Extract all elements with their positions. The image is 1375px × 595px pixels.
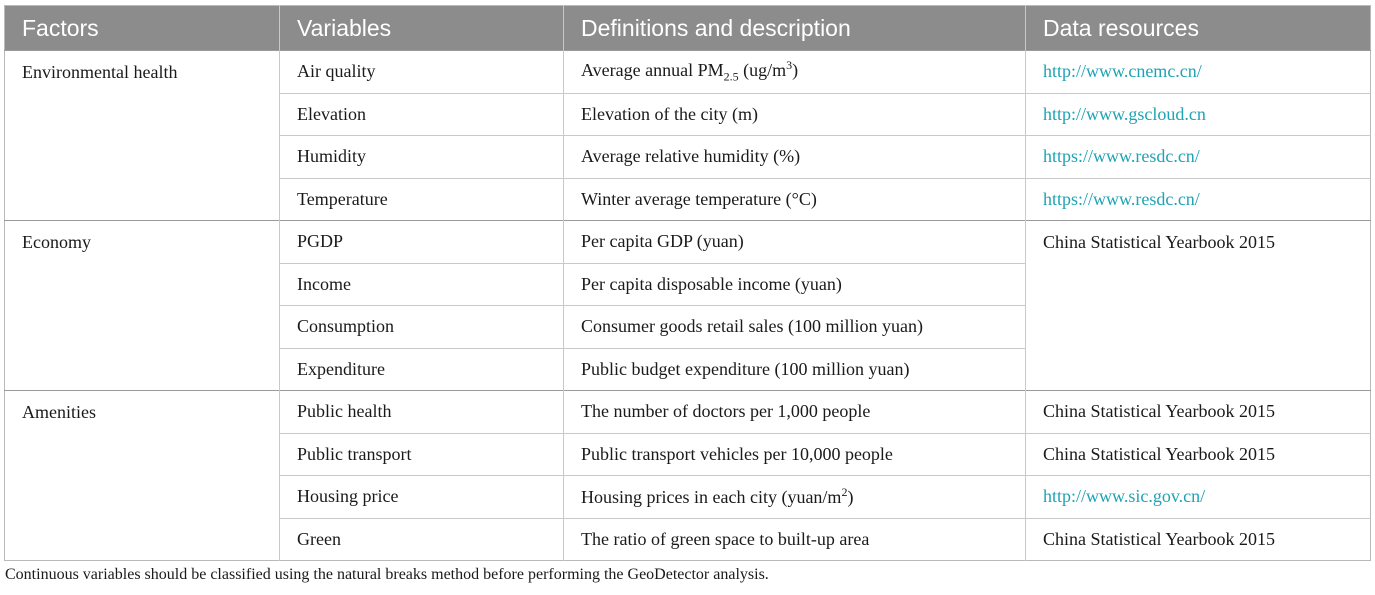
resource-link[interactable]: https://www.resdc.cn/ bbox=[1043, 188, 1200, 209]
header-definitions: Definitions and description bbox=[564, 6, 1026, 51]
variable-cell: Expenditure bbox=[280, 348, 564, 391]
resource-link[interactable]: http://www.sic.gov.cn/ bbox=[1043, 486, 1206, 507]
factor-cell: Economy bbox=[5, 221, 280, 391]
variable-cell: Income bbox=[280, 263, 564, 306]
definition-cell: Average relative humidity (%) bbox=[564, 136, 1026, 179]
resource-link[interactable]: http://www.cnemc.cn/ bbox=[1043, 61, 1202, 82]
variable-cell: PGDP bbox=[280, 221, 564, 264]
definition-cell: Housing prices in each city $(yuan/m^2)$ bbox=[564, 476, 1026, 519]
resource-cell: China Statistical Yearbook 2015 bbox=[1026, 433, 1371, 476]
header-factors: Factors bbox=[22, 14, 99, 41]
definition-cell: Per capita disposable income (yuan) bbox=[564, 263, 1026, 306]
header-row bbox=[5, 6, 1371, 51]
variable-cell: Humidity bbox=[280, 136, 564, 179]
resource-cell bbox=[1026, 476, 1371, 519]
table-footnote: Continuous variables should be classified using the natural breaks method before performing the GeoDetector analysis. bbox=[5, 566, 769, 583]
table-row bbox=[5, 51, 1371, 94]
definition-cell: Average annual $PM_{2.5}$ $(ug/m^3)$ bbox=[564, 51, 1026, 94]
variable-cell: Temperature bbox=[280, 178, 564, 221]
resource-cell bbox=[1026, 51, 1371, 94]
variable-cell: Housing price bbox=[280, 476, 564, 519]
resource-cell: China Statistical Yearbook 2015 bbox=[1026, 518, 1371, 561]
definition-cell: The ratio of green space to built-up area bbox=[564, 518, 1026, 561]
variable-cell: Consumption bbox=[280, 306, 564, 349]
resource-link[interactable]: http://www.gscloud.cn bbox=[1043, 103, 1206, 124]
definition-cell: Elevation of the city (m) bbox=[564, 93, 1026, 136]
definition-cell: Public budget expenditure (100 million yuan) bbox=[564, 348, 1026, 391]
header-variables: Variables bbox=[280, 6, 564, 51]
factor-cell: Environmental health bbox=[5, 51, 280, 221]
header-data-resources: Data resources bbox=[1026, 6, 1371, 51]
variable-cell: Elevation bbox=[280, 93, 564, 136]
resource-cell: China Statistical Yearbook 2015 bbox=[1026, 221, 1371, 391]
definition-cell: The number of doctors per 1,000 people bbox=[564, 391, 1026, 434]
variables-table bbox=[4, 5, 1371, 561]
variable-cell: Green bbox=[280, 518, 564, 561]
definition-cell: Public transport vehicles per 10,000 people bbox=[564, 433, 1026, 476]
variable-cell: Public transport bbox=[280, 433, 564, 476]
resource-cell bbox=[1026, 136, 1371, 179]
resource-cell: China Statistical Yearbook 2015 bbox=[1026, 391, 1371, 434]
variable-cell: Public health bbox=[280, 391, 564, 434]
resource-link[interactable]: https://www.resdc.cn/ bbox=[1043, 146, 1200, 167]
definition-cell: Per capita GDP (yuan) bbox=[564, 221, 1026, 264]
resource-cell bbox=[1026, 93, 1371, 136]
resource-cell bbox=[1026, 178, 1371, 221]
definition-cell: Consumer goods retail sales (100 million yuan) bbox=[564, 306, 1026, 349]
factor-cell: Amenities bbox=[5, 391, 280, 561]
table-row bbox=[5, 391, 1371, 434]
variable-cell: Air quality bbox=[280, 51, 564, 94]
table-row bbox=[5, 221, 1371, 264]
definition-cell: Winter average temperature (°C) bbox=[564, 178, 1026, 221]
